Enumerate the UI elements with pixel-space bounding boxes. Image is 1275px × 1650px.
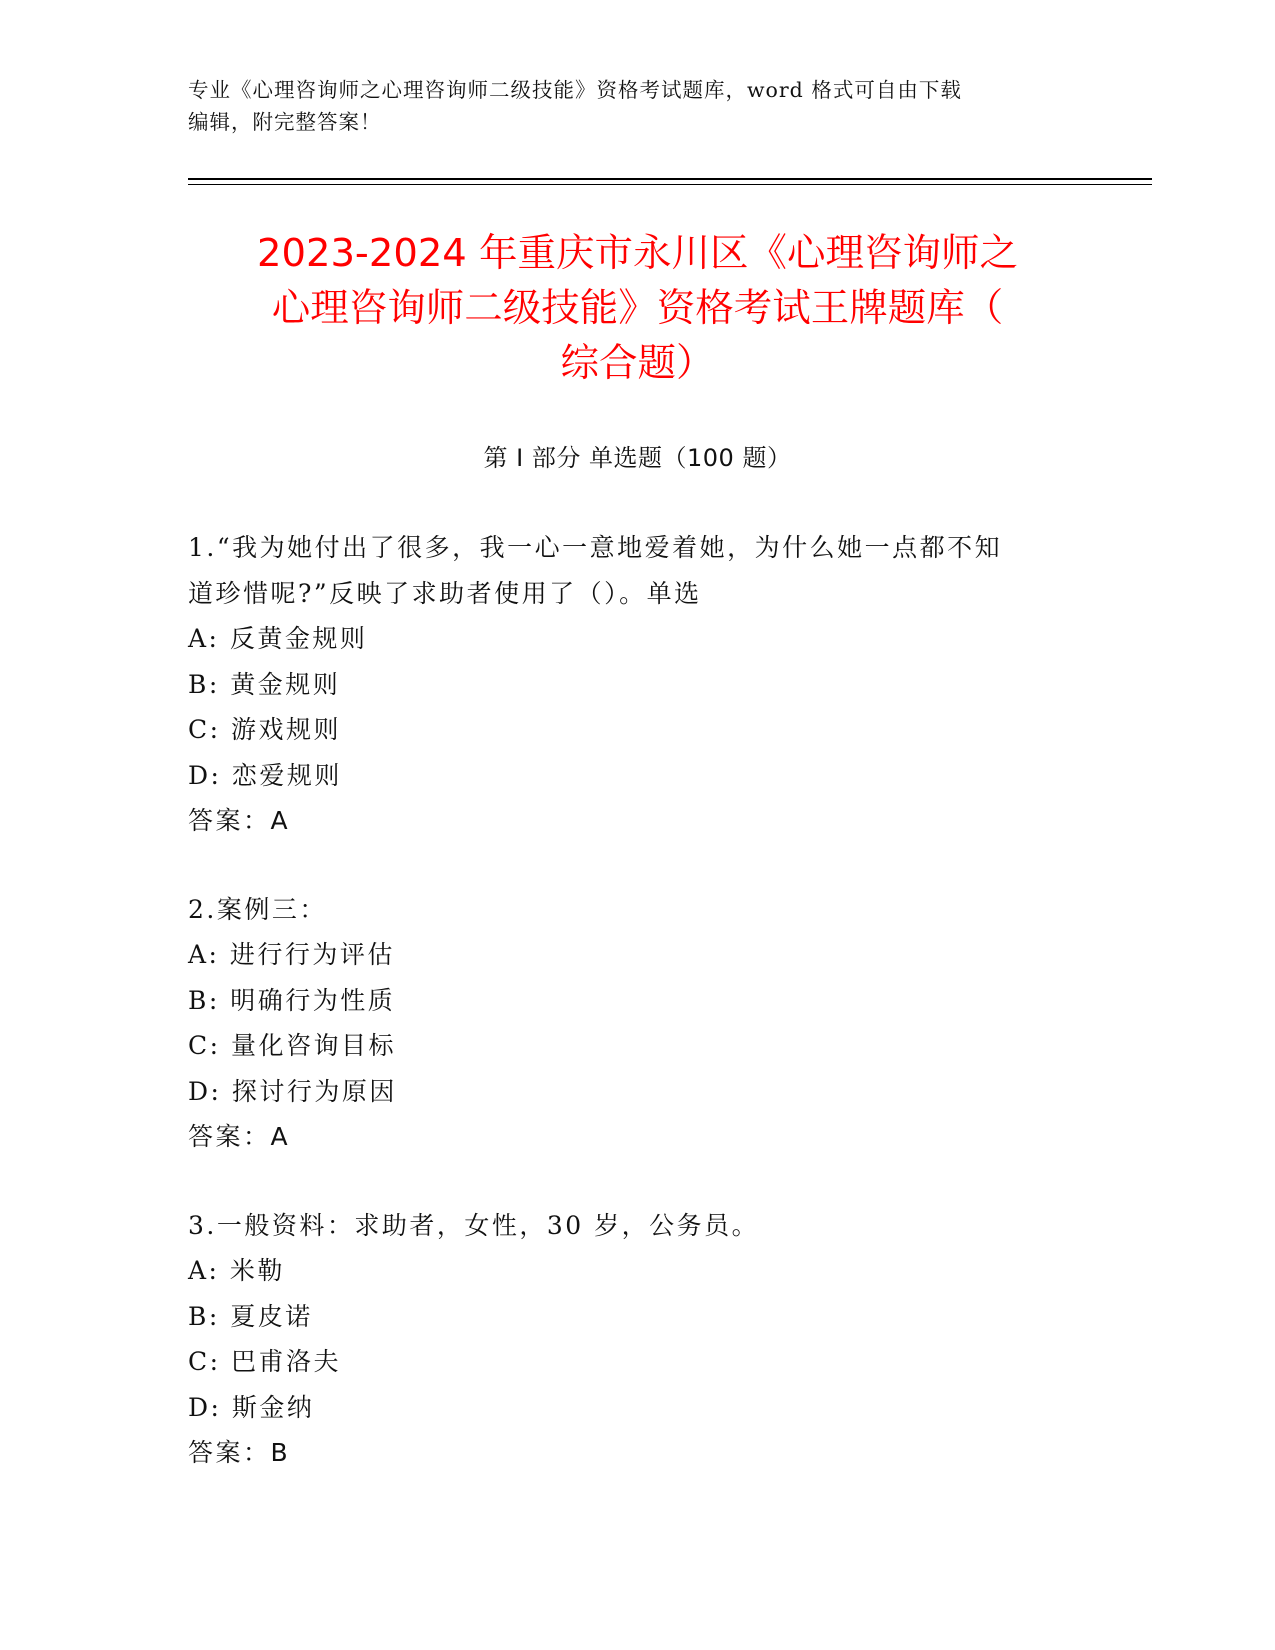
document-title	[160, 226, 1115, 391]
question-1	[188, 525, 1088, 844]
option-a: A: 进行行为评估	[188, 940, 395, 969]
option-c: C: 量化咨询目标	[188, 1031, 396, 1060]
option-d: D: 恋爱规则	[188, 760, 342, 790]
title-line-3: 综合题）	[560, 341, 715, 386]
question-stem: 3.一般资料：求助者，女性，30 岁，公务员。	[188, 1210, 760, 1240]
option-b: B: 明确行为性质	[188, 985, 396, 1015]
option-d: D: 探讨行为原因	[188, 1076, 397, 1106]
option-b: B: 夏皮诺	[188, 1301, 313, 1331]
question-3	[188, 1203, 1088, 1476]
option-d: D: 斯金纳	[188, 1392, 315, 1422]
question-stem: 1.“我为她付出了很多，我一心一意地爱着她，为什么她一点都不知	[188, 533, 1003, 562]
header-note-line-2: 编辑，附完整答案！	[188, 110, 382, 134]
question-list	[188, 525, 1088, 1519]
answer: 答案：B	[188, 1438, 291, 1467]
option-c: C: 巴甫洛夫	[188, 1347, 341, 1376]
section-title: 第 I 部分 单选题（100 题）	[483, 444, 792, 472]
header-divider-thick	[188, 178, 1152, 180]
option-a: A: 米勒	[188, 1256, 285, 1285]
answer: 答案：A	[188, 1122, 291, 1151]
title-line-2: 心理咨询师二级技能》资格考试王牌题库（	[271, 286, 1004, 331]
header-note	[188, 74, 1068, 138]
header-note-line-1: 专业《心理咨询师之心理咨询师二级技能》资格考试题库，word 格式可自由下载	[188, 78, 962, 102]
question-stem: 2.案例三：	[188, 894, 327, 924]
option-b: B: 黄金规则	[188, 669, 341, 699]
question-2	[188, 887, 1088, 1160]
question-stem-continued: 道珍惜呢?”反映了求助者使用了（）。单选	[188, 578, 702, 608]
title-line-1: 2023-2024 年重庆市永川区《心理咨询师之	[256, 231, 1019, 276]
answer: 答案：A	[188, 806, 291, 835]
option-c: C: 游戏规则	[188, 715, 341, 744]
header-divider-thin	[188, 184, 1152, 185]
option-a: A: 反黄金规则	[188, 624, 368, 653]
